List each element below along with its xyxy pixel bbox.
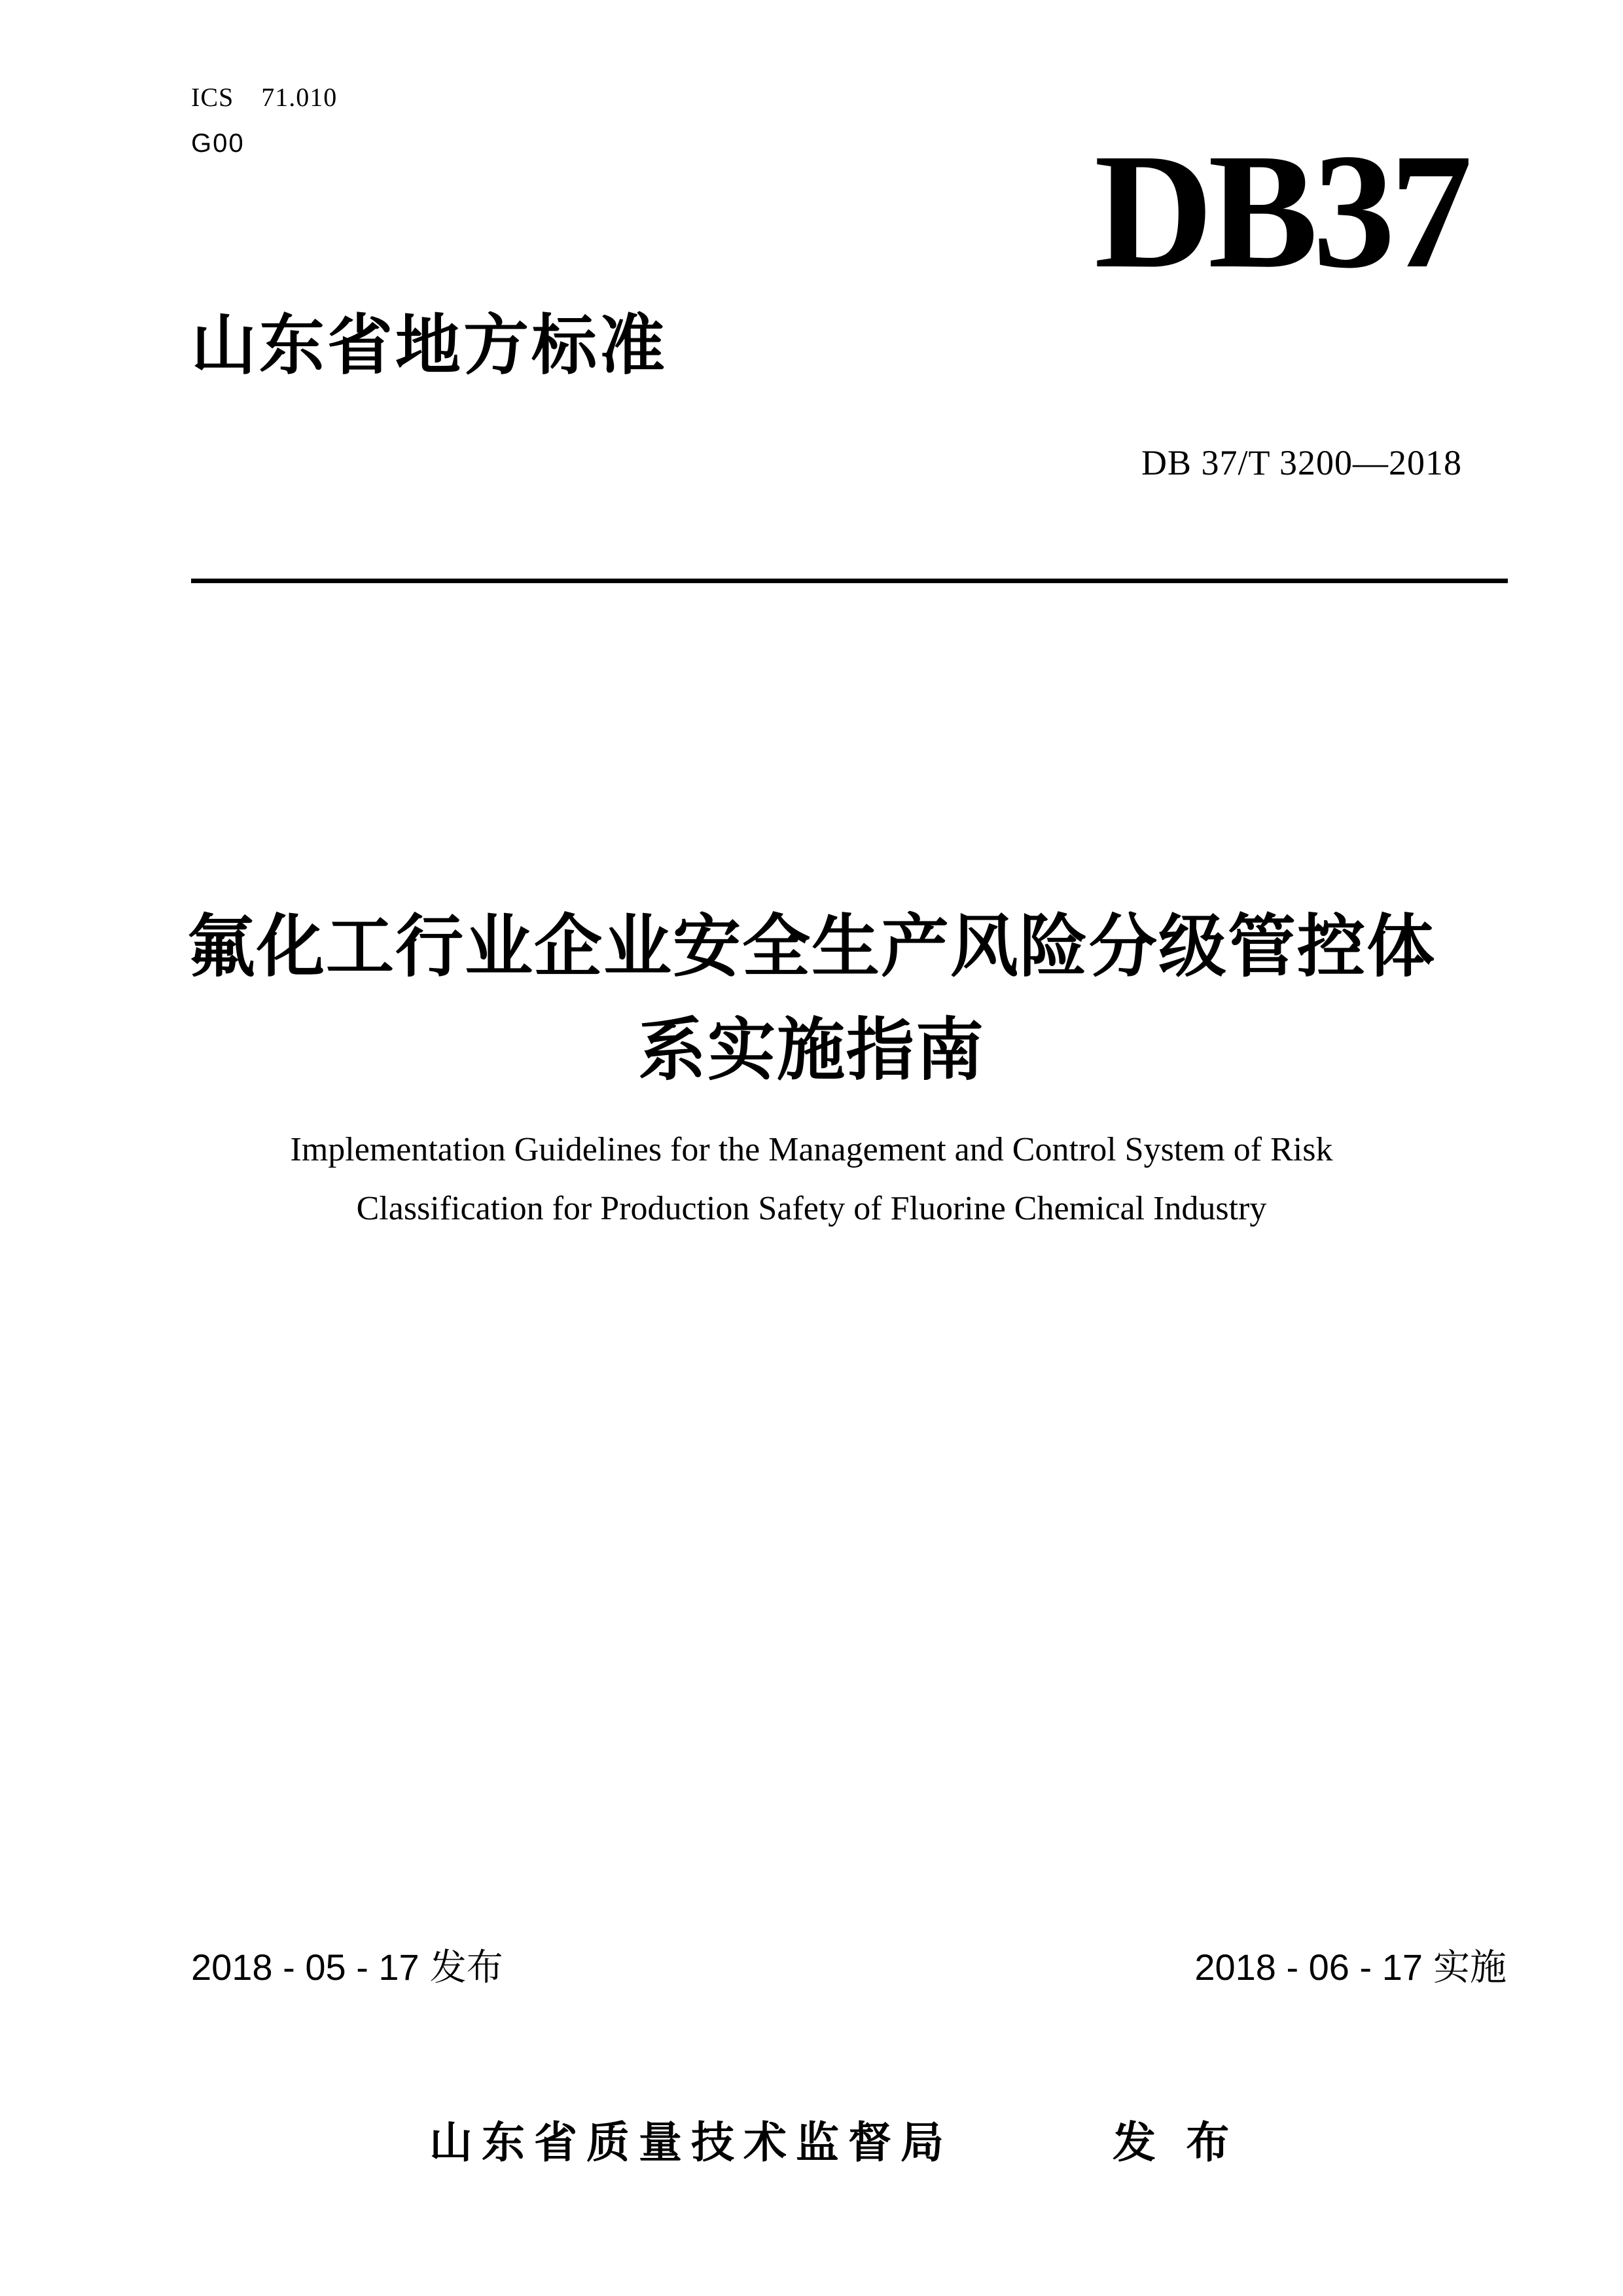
- ics-block: [191, 82, 337, 158]
- dates-row: [191, 1939, 1507, 1991]
- document-title-en-line1: Implementation Guidelines for the Management and Control System of Risk: [290, 1131, 1333, 1168]
- publisher-name: 山东省质量技术监督局: [429, 2118, 953, 2166]
- ics-label: ICS: [191, 82, 234, 112]
- document-title-en: [0, 1121, 1623, 1239]
- document-title-zh-line1: 氟化工行业企业安全生产风险分级管控体: [187, 909, 1436, 985]
- standard-type-title: 山东省地方标准: [191, 309, 668, 382]
- ics-code: 71.010: [261, 82, 338, 112]
- implement-date: 2018 - 06 - 17: [1194, 1946, 1423, 1988]
- region-logo-db37: DB37: [1094, 119, 1467, 302]
- implement-date-label: 实施: [1433, 1946, 1507, 1988]
- header-divider-rule: [191, 579, 1508, 583]
- issue-date: 2018 - 05 - 17: [191, 1946, 419, 1988]
- issue-date-label: 发布: [429, 1946, 503, 1988]
- publish-label: 发 布: [1113, 2118, 1239, 2166]
- implement-date-group: [1194, 1939, 1507, 1991]
- document-title-en-line2: Classification for Production Safety of Fluorine Chemical Industry: [356, 1190, 1267, 1228]
- document-title-zh: [0, 895, 1623, 1102]
- ics-line: [191, 82, 337, 113]
- document-title-zh-line2: 系实施指南: [637, 1013, 985, 1089]
- publisher-row: [429, 2108, 1238, 2170]
- standard-number: DB 37/T 3200—2018: [1141, 443, 1462, 482]
- classification-code: G00: [191, 129, 245, 158]
- issue-date-group: [191, 1939, 503, 1991]
